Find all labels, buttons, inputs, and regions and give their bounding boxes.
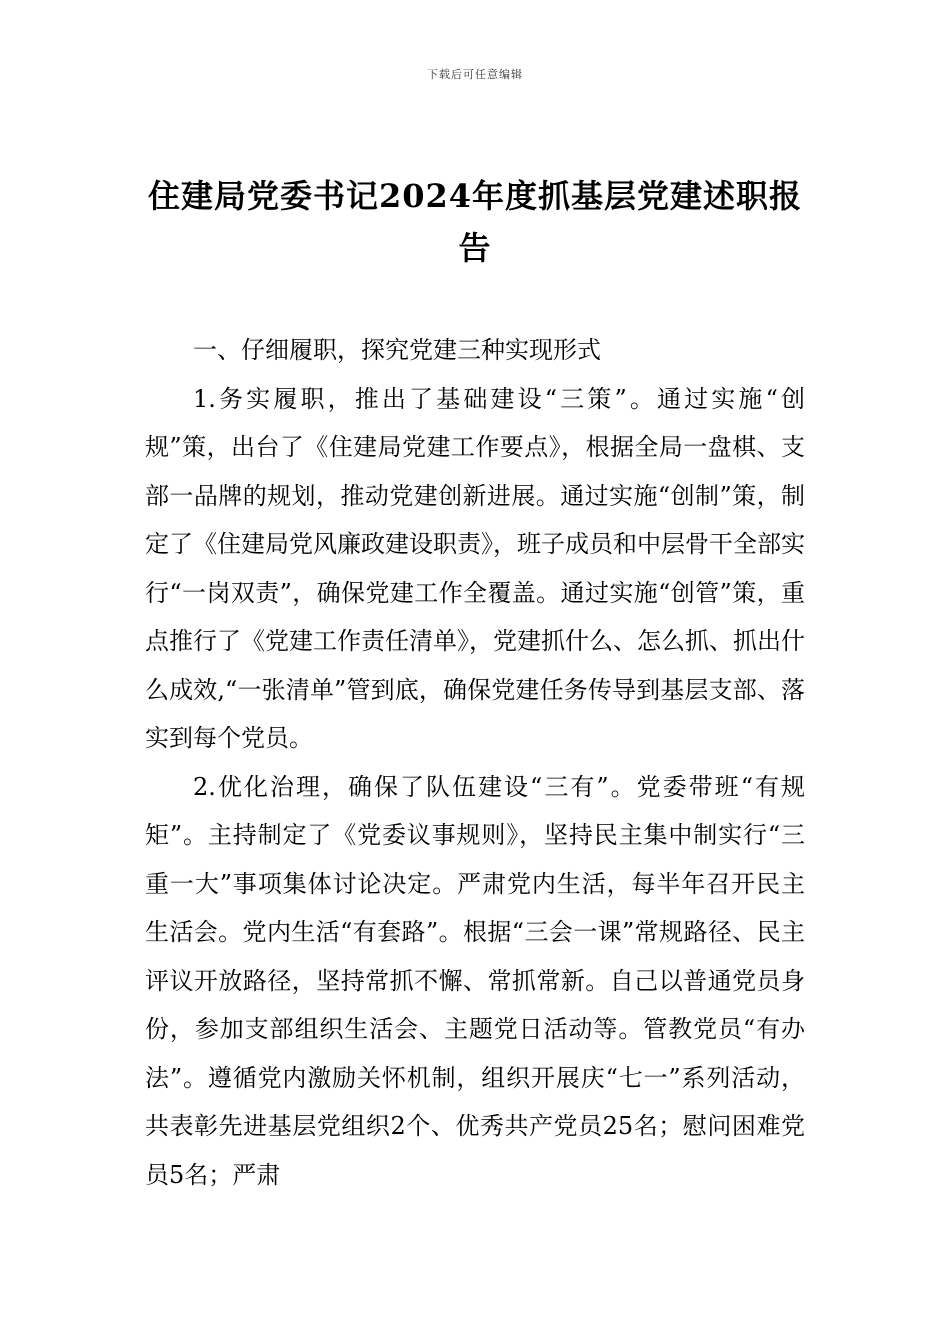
body-paragraph: 2.优化治理，确保了队伍建设“三有”。党委带班“有规矩”。主持制定了《党委议事规则》，坚持民主集中制实行“三重一大”事项集体讨论决定。严肃党内生活，每半年召开民主生活会。党内生活“有套路”。根据“三会一课”常规路径、民主评议开放路径，坚持常抓不懈、常抓常新。自己以普通党员身份，参加支部组织生活会、主题党日活动等。管教党员“有办法”。遵循党内激励关怀机制，组织开展庆“七一”系列活动，共表彰先进基层党组织2个、优秀共产党员25名；慰问困难党员5名；严肃 bbox=[145, 772, 805, 1189]
document-title: 住建局党委书记2024年度抓基层党建述职报告 bbox=[147, 177, 803, 267]
body-paragraph: 1.务实履职，推出了基础建设“三策”。通过实施“创规”策，出台了《住建局党建工作要点》，根据全局一盘棋、支部一品牌的规划，推动党建创新进展。通过实施“创制”策，制定了《住建局党风廉政建设职责》，班子成员和中层骨干全部实行“一岗双责”，确保党建工作全覆盖。通过实施“创管”策，重点推行了《党建工作责任清单》，党建抓什么、怎么抓、抓出什么成效,“一张清单”管到底，确保党建任务传导到基层支部、落实到每个党员。 bbox=[145, 384, 805, 752]
document-body bbox=[145, 326, 805, 1199]
section-heading: 一、仔细履职，探究党建三种实现形式 bbox=[193, 336, 601, 364]
header-note: 下载后可任意编辑 bbox=[427, 68, 523, 81]
